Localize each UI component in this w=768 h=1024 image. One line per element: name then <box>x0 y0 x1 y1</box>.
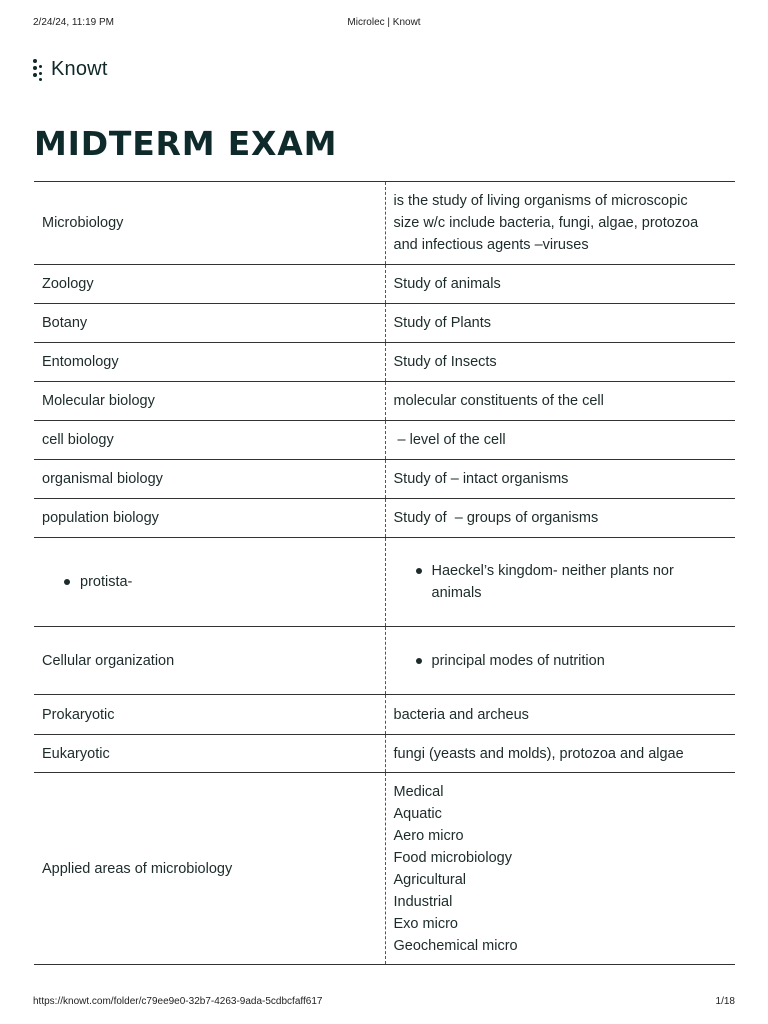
knowt-logo[interactable] <box>33 56 108 82</box>
term-text: Molecular biology <box>42 393 155 409</box>
table-row <box>34 695 735 735</box>
definition-cell <box>385 735 735 773</box>
definition-cell <box>385 304 735 343</box>
definition-line: Study of – groups of organisms <box>393 510 599 526</box>
page-title: MIDTERM EXAM <box>34 124 338 163</box>
definition-line: molecular constituents of the cell <box>393 393 604 409</box>
term-cell <box>34 538 385 627</box>
definition-cell <box>385 460 735 499</box>
term-text: Entomology <box>42 354 119 370</box>
table-row <box>34 773 735 965</box>
term-text: cell biology <box>42 432 114 448</box>
definition-line: is the study of living organisms of microscopic <box>393 193 688 209</box>
definition-cell <box>385 265 735 304</box>
definition-line: Haeckel’s kingdom- neither plants nor <box>431 563 674 579</box>
term-cell <box>34 695 385 735</box>
definition-cell <box>385 538 735 627</box>
definition-line: animals <box>431 585 482 601</box>
print-title: Microlec | Knowt <box>347 17 421 28</box>
term-text: Cellular organization <box>42 652 175 669</box>
definition-line: Aquatic <box>393 805 442 822</box>
definition-cell <box>385 382 735 421</box>
definition-line: Study of Plants <box>393 315 492 331</box>
table-row <box>34 499 735 538</box>
definition-line: size w/c include bacteria, fungi, algae, protozoa <box>393 215 699 231</box>
table-row <box>34 382 735 421</box>
definition-line: Study of animals <box>393 276 501 292</box>
term-cell <box>34 735 385 773</box>
term-cell <box>34 773 385 965</box>
table-row <box>34 735 735 773</box>
definition-line: Agricultural <box>393 871 467 888</box>
definition-line: Food microbiology <box>393 849 512 866</box>
term-text: organismal biology <box>42 471 163 487</box>
table-row <box>34 460 735 499</box>
definition-cell <box>385 499 735 538</box>
table-row <box>34 304 735 343</box>
term-text: Applied areas of microbiology <box>42 860 233 877</box>
definition-bullet-list <box>394 560 728 604</box>
term-cell <box>34 499 385 538</box>
definition-line: – level of the cell <box>393 432 506 448</box>
term-text: Botany <box>42 315 88 331</box>
print-date: 2/24/24, 11:19 PM <box>33 17 114 28</box>
term-bullet-list <box>42 571 377 593</box>
print-header <box>33 17 735 31</box>
brand-name: Knowt <box>51 57 108 80</box>
print-footer <box>33 996 735 1010</box>
definition-line: Study of – intact organisms <box>393 471 569 487</box>
definition-line: Exo micro <box>393 915 458 932</box>
definition-cell <box>385 421 735 460</box>
definition-bullet <box>394 560 728 604</box>
term-cell <box>34 421 385 460</box>
term-cell <box>34 460 385 499</box>
page-number: 1/18 <box>715 996 735 1007</box>
term-cell <box>34 265 385 304</box>
definition-line: Geochemical micro <box>393 937 518 954</box>
definition-line: Study of Insects <box>393 354 497 370</box>
definition-line: Aero micro <box>393 827 464 844</box>
definition-line: principal modes of nutrition <box>431 652 605 669</box>
term-text: protista- <box>42 571 377 593</box>
table-row <box>34 421 735 460</box>
term-cell <box>34 304 385 343</box>
term-cell <box>34 382 385 421</box>
definition-bullet <box>394 650 728 672</box>
page-url: https://knowt.com/folder/c79ee9e0-32b7-4263-9ada-5cdbcfaff617 <box>33 996 323 1007</box>
term-text: Microbiology <box>42 215 124 231</box>
knowt-logo-icon <box>33 57 45 81</box>
term-text: Eukaryotic <box>42 745 110 762</box>
table-row <box>34 265 735 304</box>
term-cell <box>34 627 385 695</box>
term-cell <box>34 343 385 382</box>
definition-cell <box>385 627 735 695</box>
definition-cell <box>385 773 735 965</box>
definition-line: Industrial <box>393 893 453 910</box>
term-text: population biology <box>42 510 159 526</box>
table-row <box>34 343 735 382</box>
definition-line: fungi (yeasts and molds), protozoa and algae <box>393 745 684 762</box>
definition-line: and infectious agents –viruses <box>393 237 589 253</box>
definition-cell <box>385 695 735 735</box>
term-text: Prokaryotic <box>42 706 115 723</box>
term-cell <box>34 182 385 265</box>
table-row <box>34 627 735 695</box>
table-row <box>34 538 735 627</box>
table-row <box>34 182 735 265</box>
definition-line: Medical <box>393 783 444 800</box>
term-text: Zoology <box>42 276 94 292</box>
definition-line: bacteria and archeus <box>393 706 529 723</box>
terms-table <box>34 181 735 965</box>
definition-bullet-list <box>394 650 728 672</box>
definition-cell <box>385 182 735 265</box>
definition-cell <box>385 343 735 382</box>
